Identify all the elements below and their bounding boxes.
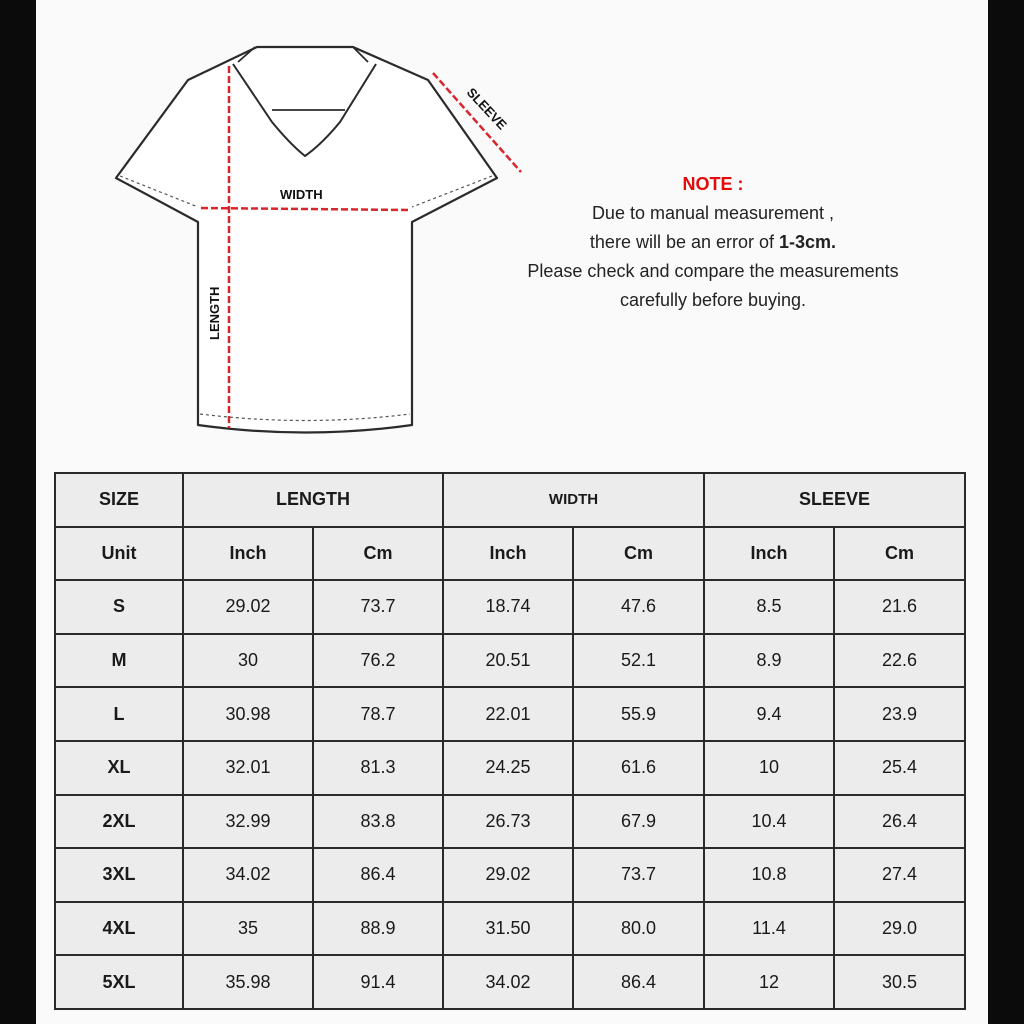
measurement-cell: 88.9: [313, 902, 443, 956]
measurement-cell: 80.0: [573, 902, 704, 956]
header-size: SIZE: [55, 473, 183, 527]
measurement-cell: 11.4: [704, 902, 834, 956]
measurement-cell: 10.8: [704, 848, 834, 902]
unit-cell: Cm: [573, 527, 704, 581]
table-row: [55, 634, 965, 688]
size-cell: 5XL: [55, 955, 183, 1009]
note-line-2: [490, 228, 936, 257]
size-cell: M: [55, 634, 183, 688]
measurement-cell: 29.02: [443, 848, 573, 902]
unit-cell: Cm: [834, 527, 965, 581]
measurement-cell: 22.6: [834, 634, 965, 688]
unit-cell: Inch: [183, 527, 313, 581]
note-title: NOTE :: [682, 174, 744, 194]
measurement-cell: 29.0: [834, 902, 965, 956]
measurement-cell: 8.9: [704, 634, 834, 688]
size-cell: S: [55, 580, 183, 634]
size-cell: 3XL: [55, 848, 183, 902]
measurement-cell: 52.1: [573, 634, 704, 688]
measurement-cell: 22.01: [443, 687, 573, 741]
measurement-cell: 73.7: [573, 848, 704, 902]
measurement-cell: 10: [704, 741, 834, 795]
size-chart-table: [54, 472, 966, 1010]
measurement-cell: 29.02: [183, 580, 313, 634]
measurement-cell: 21.6: [834, 580, 965, 634]
table-row: [55, 902, 965, 956]
measurement-cell: 35.98: [183, 955, 313, 1009]
measurement-cell: 67.9: [573, 795, 704, 849]
size-cell: L: [55, 687, 183, 741]
measurement-cell: 76.2: [313, 634, 443, 688]
table-row: [55, 741, 965, 795]
measurement-cell: 34.02: [443, 955, 573, 1009]
measurement-cell: 91.4: [313, 955, 443, 1009]
measurement-cell: 20.51: [443, 634, 573, 688]
table-row: [55, 687, 965, 741]
measurement-cell: 86.4: [313, 848, 443, 902]
measurement-cell: 23.9: [834, 687, 965, 741]
measurement-cell: 35: [183, 902, 313, 956]
measurement-cell: 61.6: [573, 741, 704, 795]
measurement-cell: 81.3: [313, 741, 443, 795]
table-row: [55, 955, 965, 1009]
length-label: LENGTH: [207, 286, 222, 340]
note-line-4: carefully before buying.: [619, 290, 807, 310]
table-header-row: [55, 473, 965, 527]
measurement-cell: 30.98: [183, 687, 313, 741]
tshirt-outline: [116, 47, 497, 433]
note-line-3: Please check and compare the measurements: [527, 261, 899, 281]
measurement-cell: 30: [183, 634, 313, 688]
measurement-cell: 12: [704, 955, 834, 1009]
measurement-cell: 25.4: [834, 741, 965, 795]
width-label: WIDTH: [280, 187, 323, 202]
measurement-cell: 24.25: [443, 741, 573, 795]
measurement-cell: 86.4: [573, 955, 704, 1009]
unit-cell: Cm: [313, 527, 443, 581]
note-error-range: 1-3cm.: [779, 232, 837, 252]
table-row: [55, 848, 965, 902]
measurement-cell: 32.99: [183, 795, 313, 849]
measurement-cell: 30.5: [834, 955, 965, 1009]
measurement-cell: 9.4: [704, 687, 834, 741]
unit-cell: Inch: [704, 527, 834, 581]
measurement-cell: 34.02: [183, 848, 313, 902]
measurement-cell: 55.9: [573, 687, 704, 741]
table-row: [55, 795, 965, 849]
measurement-cell: 10.4: [704, 795, 834, 849]
header-length: LENGTH: [183, 473, 443, 527]
measurement-cell: 27.4: [834, 848, 965, 902]
unit-cell: Unit: [55, 527, 183, 581]
measurement-cell: 18.74: [443, 580, 573, 634]
unit-cell: Inch: [443, 527, 573, 581]
size-cell: XL: [55, 741, 183, 795]
note-line-1: Due to manual measurement ,: [591, 203, 835, 223]
measurement-cell: 83.8: [313, 795, 443, 849]
note-line-2-text: there will be an error of: [589, 232, 780, 252]
size-cell: 2XL: [55, 795, 183, 849]
measurement-cell: 26.73: [443, 795, 573, 849]
measurement-cell: 73.7: [313, 580, 443, 634]
measurement-cell: 31.50: [443, 902, 573, 956]
measurement-cell: 26.4: [834, 795, 965, 849]
measurement-cell: 8.5: [704, 580, 834, 634]
measurement-note: [490, 170, 936, 315]
header-width: WIDTH: [443, 473, 704, 527]
table-row: [55, 580, 965, 634]
size-cell: 4XL: [55, 902, 183, 956]
measurement-cell: 78.7: [313, 687, 443, 741]
table-unit-row: [55, 527, 965, 581]
measurement-cell: 47.6: [573, 580, 704, 634]
header-sleeve: SLEEVE: [704, 473, 965, 527]
measurement-cell: 32.01: [183, 741, 313, 795]
sleeve-label: SLEEVE: [463, 84, 510, 133]
